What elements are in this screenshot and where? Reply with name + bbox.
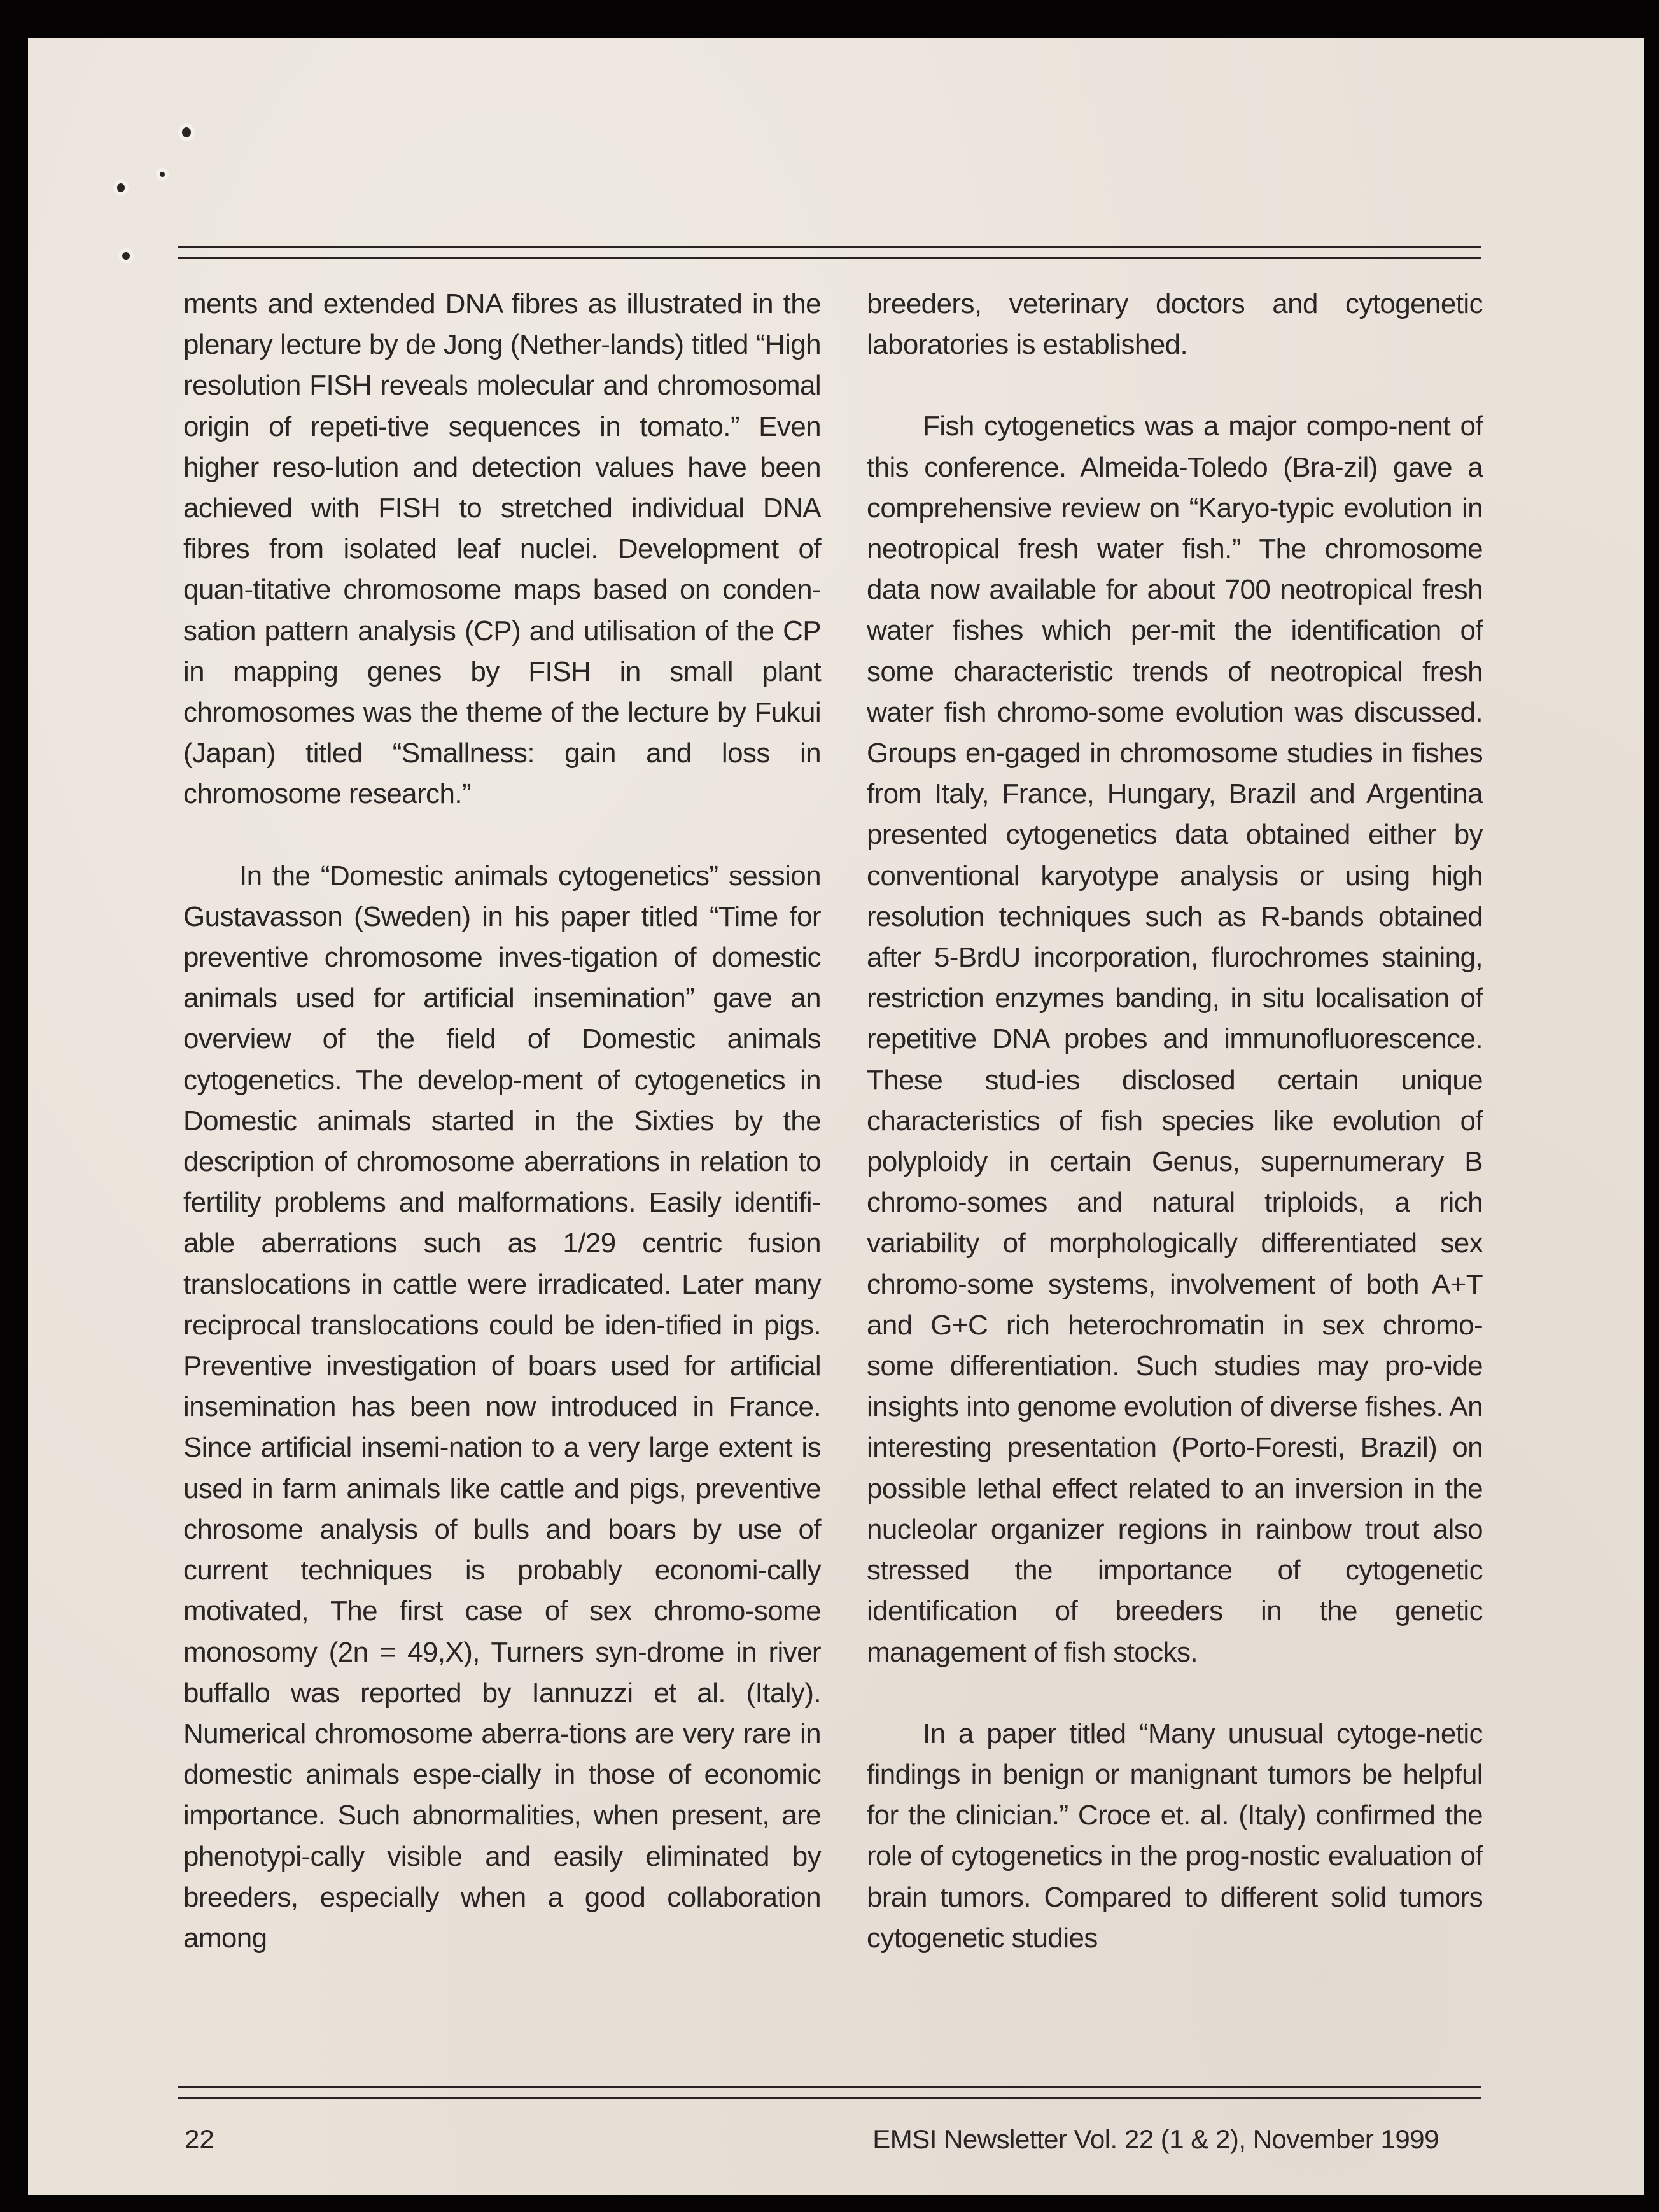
punch-hole-mark (117, 183, 125, 192)
paragraph: Fish cytogenetics was a major compo-nent of this conference. Almeida-Toledo (Bra-zil) gave a comprehensive review on “Karyo-typic evolution in neotropical fresh water fish.” The chromosome data now available for about 700 neotropical fresh water fishes which per-mit the identification of some characteristic trends of neotropical fresh water fish chromo-some evolution was discussed. Groups en-gaged in chromosome studies in fishes from Italy, France, Hungary, Brazil and Argentina presented cytogenetics data obtained either by conventional karyotype analysis or using high resolution techniques such as R-bands obtained after 5-BrdU incorporation, flurochromes staining, restriction enzymes banding, in situ localisation of repetitive DNA probes and immunofluorescence. These stud-ies disclosed certain unique characteristics of fish species like evolution of polyploidy in certain Genus, supernumerary B chromo-somes and natural triploids, a rich variability of morphologically differentiated sex chromo-some systems, involvement of both A+T and G+C rich heterochromatin in sex chromo-some differentiation. Such studies may pro-vide insights into genome evolution of diverse fishes. An interesting presentation (Porto-Foresti, Brazil) on possible lethal effect related to an inversion in the nucleolar organizer regions in rainbow trout also stressed the importance of cytogenetic identification of breeders in the genetic management of fish stocks. (867, 410, 1483, 1668)
paragraph: In a paper titled “Many unusual cytoge-netic findings in benign or manignant tumors be helpful for the clinician.” Croce et. al. (Italy) confirmed the role of cytogenetics in the prog-nostic evaluation of brain tumors. Compared to different solid tumors cytogenetic studies (867, 1718, 1483, 1954)
paragraph: ments and extended DNA fibres as illustrated in the plenary lecture by de Jong (Nether-lands) titled “High resolution FISH reveals molecular and chromosomal origin of repeti-tive sequences in tomato.” Even higher reso-lution and detection values have been achieved with FISH to stretched individual DNA fibres from isolated leaf nuclei. Development of quan-titative chromosome maps based on conden-sation pattern analysis (CP) and utilisation of the CP in mapping genes by FISH in small plant chromosomes was the theme of the lecture by Fukui (Japan) titled “Smallness: gain and loss in chromosome research.” (183, 288, 821, 810)
punch-hole-mark (160, 172, 165, 177)
publication-footer: EMSI Newsletter Vol. 22 (1 & 2), November 1999 (872, 2124, 1439, 2154)
paragraph: breeders, veterinary doctors and cytogenetic laboratories is established. (867, 288, 1483, 361)
punch-hole-mark (182, 127, 191, 137)
footer-rule-bottom (178, 2097, 1481, 2099)
header-double-rule (178, 246, 1481, 260)
footer-rule-top (178, 2086, 1481, 2088)
punch-hole-mark (122, 252, 130, 260)
header-rule-bottom (178, 257, 1481, 259)
header-rule-top (178, 246, 1481, 248)
footer-double-rule (178, 2086, 1481, 2100)
page-number: 22 (185, 2124, 214, 2154)
paragraph: In the “Domestic animals cytogenetics” session Gustavasson (Sweden) in his paper titled “Time for preventive chromosome inves-tigation of domestic animals used for artificial insemination” gave an overview of the field of Domestic animals cytogenetics. The develop-ment of cytogenetics in Domestic animals started in the Sixties by the description of chromosome aberrations in relation to fertility problems and malformations. Easily identifi-able aberrations such as 1/29 centric fusion translocations in cattle were irradicated. Later many reciprocal translocations could be iden-tified in pigs. Preventive investigation of boars used for artificial insemination has been now introduced in France. Since artificial insemi-nation to a very large extent is used in farm animals like cattle and pigs, preventive chrosome analysis of bulls and boars by use of current techniques is probably economi-cally motivated, The first case of sex chromo-some monosomy (2n = 49,X), Turners syn-drome in river buffallo was reported by Iannuzzi et al. (Italy). Numerical chromosome aberra-tions are very rare in domestic animals espe-cially in those of economic importance. Such abnormalities, when present, are phenotypi-cally visible and easily eliminated by breeders, especially when a good collaboration among (183, 860, 821, 1954)
right-text-column (867, 284, 1483, 1959)
left-text-column (183, 284, 821, 1959)
scanned-page (28, 38, 1644, 2195)
